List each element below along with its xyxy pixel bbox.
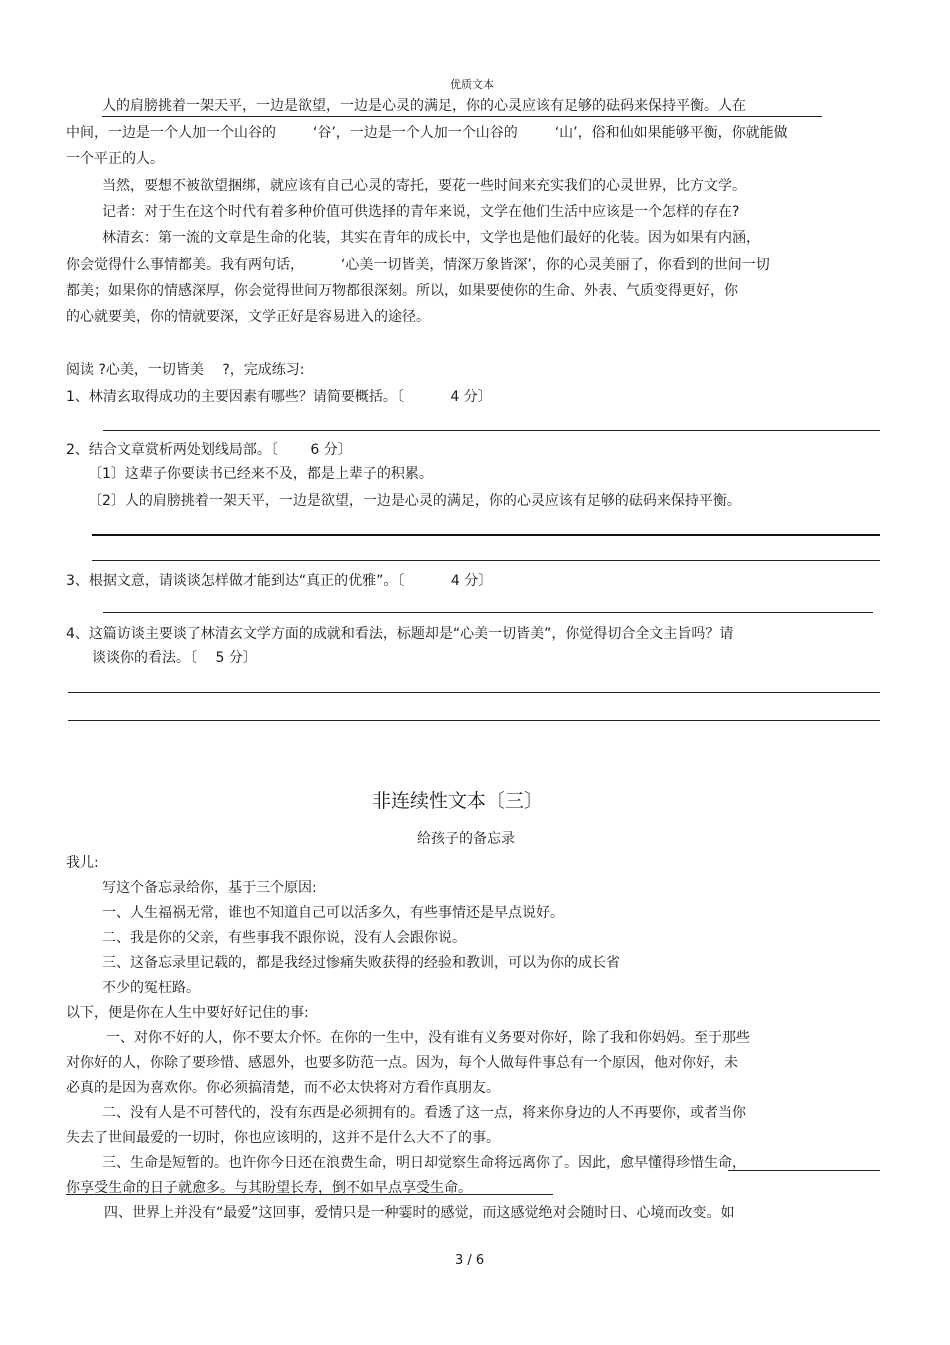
- memo-line: 一、人生福祸无常，谁也不知道自己可以活多久，有些事情还是早点说好。: [102, 905, 564, 921]
- answer-line[interactable]: [92, 534, 880, 536]
- paragraph-line: 你会觉得什么事情都美。我有两句话， ‘心美一切皆美，情深万象皆深’，你的心灵美丽了，你看到的世间一切: [66, 257, 770, 273]
- memo-line: 必真的是因为喜欢你。你必须搞清楚，而不必太快将对方看作真朋友。: [66, 1080, 500, 1096]
- question-4: 4、这篇访谈主要谈了林清玄文学方面的成就和看法，标题却是“心美一切皆美”，你觉得切合全文主旨吗？请: [66, 626, 734, 642]
- memo-line: 四、世界上并没有“最爱”这回事，爱情只是一种霎时的感觉，而这感觉绝对会随时日、心境而改变。如: [104, 1205, 735, 1221]
- answer-line[interactable]: [103, 430, 880, 431]
- section-subtitle: 给孩子的备忘录: [417, 831, 515, 847]
- paragraph-line: 林清玄：第一流的文章是生命的化装，其实在青年的成长中，文学也是他们最好的化装。因为如果有内涵，: [102, 230, 760, 246]
- underline: [728, 1170, 880, 1171]
- memo-line: 一、对你不好的人，你不要太介怀。在你的一生中，没有谁有义务要对你好，除了我和你妈妈。至于那些: [106, 1030, 750, 1046]
- memo-line: 失去了世间最爱的一切时，你也应该明的，这并不是什么大不了的事。: [66, 1130, 500, 1146]
- paragraph-line: 都美；如果你的情感深厚，你会觉得世间万物都很深刻。所以，如果要使你的生命、外表、气质变得更好，你: [66, 283, 738, 299]
- underline: [102, 116, 822, 117]
- question-2-item-2: 〔2〕人的肩膀挑着一架天平，一边是欲望，一边是心灵的满足，你的心灵应该有足够的砝码来保持平衡。: [88, 493, 741, 509]
- page-header: 优质文本: [450, 78, 494, 91]
- answer-line[interactable]: [103, 612, 873, 613]
- paragraph-line: 当然，要想不被欲望捆绑，就应该有自己心灵的寄托，要花一些时间来充实我们的心灵世界，比方文学。: [102, 178, 746, 194]
- memo-line: 三、生命是短暂的。也许你今日还在浪费生命，明日却觉察生命将远离你了。因此，愈早懂得珍惜生命，: [102, 1155, 746, 1171]
- paragraph-line: 人的肩膀挑着一架天平，一边是欲望，一边是心灵的满足，你的心灵应该有足够的砝码来保持平衡。人在: [102, 98, 746, 114]
- memo-line: 对你好的人，你除了要珍惜、感恩外，也要多防范一点。因为，每个人做每件事总有一个原因，他对你好，未: [66, 1055, 738, 1071]
- question-1: 1、林清玄取得成功的主要因素有哪些？请简要概括。〔 4 分〕: [66, 389, 492, 405]
- memo-line: 二、没有人是不可替代的，没有东西是必须拥有的。看透了这一点，将来你身边的人不再要你，或者当你: [102, 1105, 746, 1121]
- answer-line[interactable]: [68, 692, 880, 693]
- paragraph-line: 记者：对于生在这个时代有着多种价值可供选择的青年来说，文学在他们生活中应该是一个怎样的存在?: [102, 204, 740, 220]
- exercise-intro: 阅读 ?心美，一切皆美 ?，完成练习:: [66, 362, 305, 378]
- memo-line: 二、我是你的父亲，有些事我不跟你说，没有人会跟你说。: [102, 930, 466, 946]
- question-2-item-1: 〔1〕这辈子你要读书已经来不及，都是上辈子的积累。: [88, 466, 433, 482]
- answer-line[interactable]: [68, 720, 880, 721]
- page-number: 3 / 6: [455, 1253, 485, 1268]
- paragraph-line: 的心就要美，你的情就要深，文学正好是容易进入的途径。: [66, 309, 430, 325]
- paragraph-line: 中间，一边是一个人加一个山谷的 ‘谷’，一边是一个人加一个山谷的 ‘山’，俗和仙如果能够平衡，你就能做: [66, 125, 788, 141]
- underline: [66, 1194, 553, 1195]
- answer-line[interactable]: [92, 560, 880, 561]
- memo-line: 你享受生命的日子就愈多。与其盼望长寿，倒不如早点享受生命。: [66, 1180, 472, 1196]
- question-4-cont: 谈谈你的看法。〔 5 分〕: [92, 650, 257, 666]
- memo-line: 以下，便是你在人生中要好好记住的事:: [66, 1005, 309, 1021]
- memo-line: 写这个备忘录给你，基于三个原因:: [102, 880, 317, 896]
- memo-line: 三、这备忘录里记载的，都是我经过惨痛失败获得的经验和教训，可以为你的成长省: [102, 955, 620, 971]
- memo-line: 不少的冤枉路。: [102, 980, 200, 996]
- section-title: 非连续性文本〔三〕: [372, 790, 544, 812]
- question-2: 2、结合文章赏析两处划线局部。〔 6 分〕: [66, 442, 352, 458]
- paragraph-line: 一个平正的人。: [66, 151, 164, 167]
- question-3: 3、根据文意，请谈谈怎样做才能到达“真正的优雅”。〔 4 分〕: [66, 573, 493, 589]
- salutation: 我儿:: [66, 855, 99, 871]
